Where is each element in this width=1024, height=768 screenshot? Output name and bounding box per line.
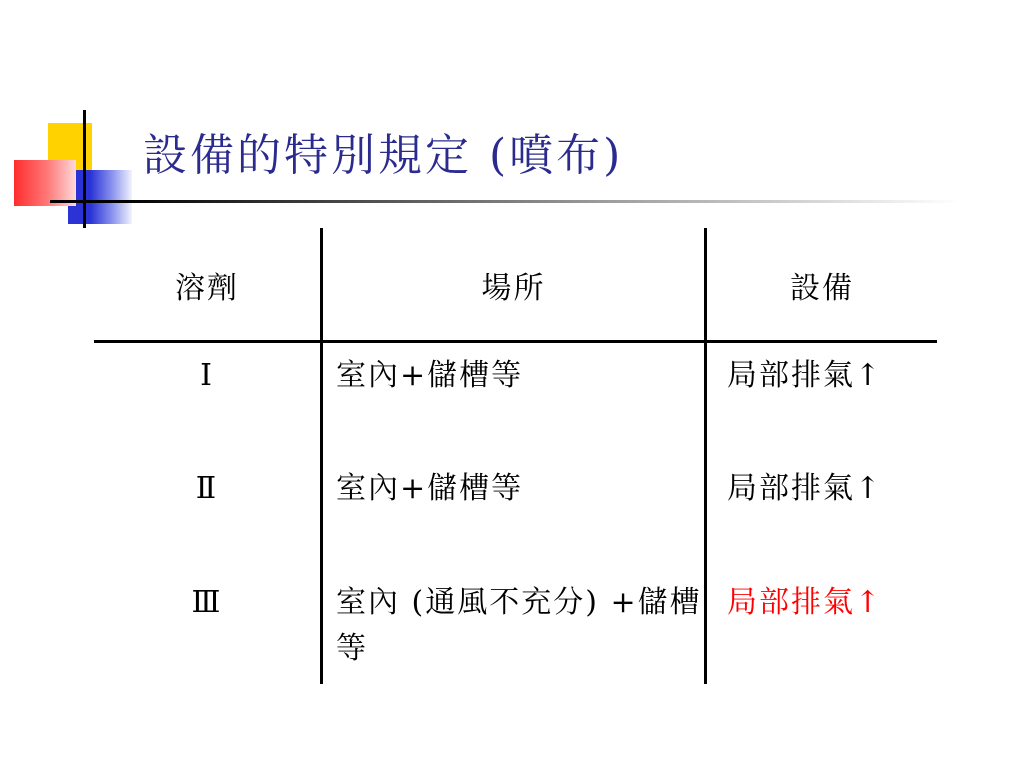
table-cell-location: 室內 (通風不充分) +儲槽等 — [336, 585, 702, 666]
table-cell-solvent: Ⅱ — [195, 471, 219, 506]
decor-blue-square — [68, 170, 132, 224]
table-cell-solvent: Ⅰ — [200, 358, 214, 393]
table-cell-solvent: Ⅲ — [191, 585, 223, 620]
table-cell-equipment: 局部排氣↑ — [727, 358, 883, 393]
table-header-equipment: 設備 — [790, 271, 854, 306]
title-underline — [50, 200, 960, 203]
table-cell-location: 室內+儲槽等 — [336, 471, 524, 506]
table-cell-equipment: 局部排氣↑ — [727, 471, 883, 506]
table-header-divider — [94, 340, 937, 343]
slide-title: 設備的特別規定 (噴布) — [143, 130, 624, 181]
table-header-location: 場所 — [481, 271, 546, 306]
decor-vertical-line — [83, 110, 86, 228]
table-cell-location: 室內+儲槽等 — [336, 358, 524, 393]
table-header-solvent: 溶劑 — [175, 271, 239, 306]
table-cell-equipment-highlighted: 局部排氣↑ — [727, 585, 883, 620]
